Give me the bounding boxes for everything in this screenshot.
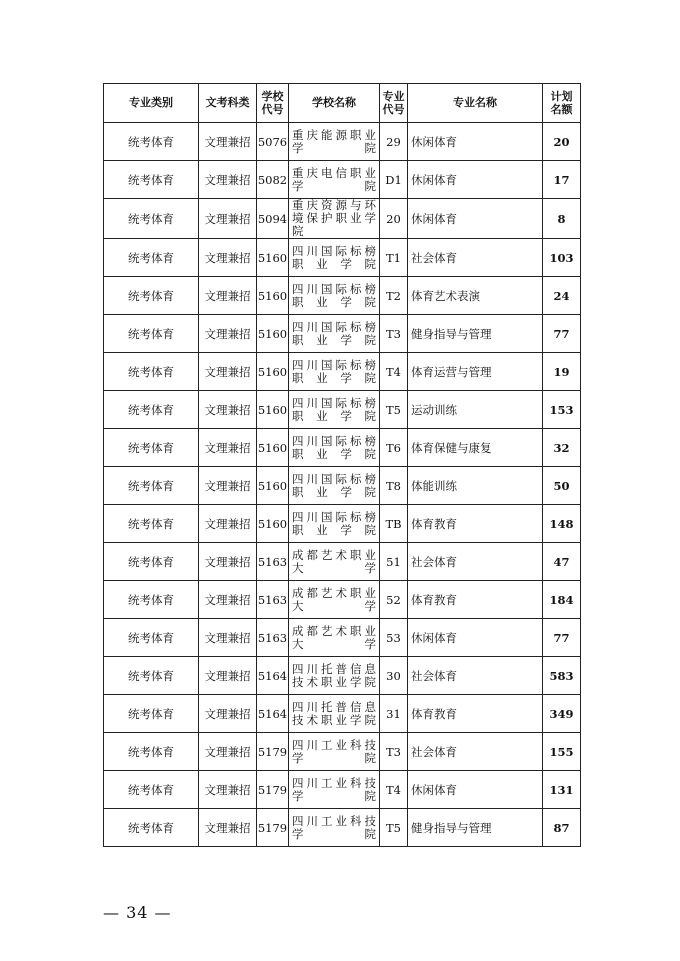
- cell-major-code: TB: [380, 505, 408, 543]
- cell-major-name: 体育艺术表演: [408, 277, 543, 315]
- school-name-line: 大学: [292, 636, 376, 651]
- cell-category: 统考体育: [104, 771, 199, 809]
- cell-quota: 19: [543, 353, 581, 391]
- school-name-line: 学院: [292, 178, 376, 193]
- cell-major-code: T5: [380, 809, 408, 847]
- cell-category: 统考体育: [104, 543, 199, 581]
- table-row: [104, 771, 581, 809]
- cell-major-name: 体育保健与康复: [408, 429, 543, 467]
- cell-school-name: [289, 505, 380, 543]
- cell-major-name: 社会体育: [408, 733, 543, 771]
- cell-subject: 文理兼招: [199, 543, 257, 581]
- cell-subject: 文理兼招: [199, 429, 257, 467]
- cell-major-code: T4: [380, 771, 408, 809]
- cell-school-code: 5160: [257, 315, 289, 353]
- cell-school-name: [289, 733, 380, 771]
- table-row: [104, 733, 581, 771]
- school-name-line: 四川托普信息: [292, 661, 376, 676]
- cell-school-code: 5094: [257, 199, 289, 239]
- school-name-line: 成都艺术职业: [292, 585, 376, 600]
- cell-major-name: 休闲体育: [408, 161, 543, 199]
- cell-major-code: T2: [380, 277, 408, 315]
- cell-category: 统考体育: [104, 123, 199, 161]
- school-name-line: 境保护职业学: [292, 211, 376, 225]
- table-row: [104, 239, 581, 277]
- cell-school-name: [289, 123, 380, 161]
- cell-category: 统考体育: [104, 657, 199, 695]
- school-name-line: 技术职业学院: [292, 712, 376, 727]
- table-row: [104, 581, 581, 619]
- cell-category: 统考体育: [104, 429, 199, 467]
- cell-school-name: [289, 353, 380, 391]
- cell-category: 统考体育: [104, 467, 199, 505]
- cell-subject: 文理兼招: [199, 161, 257, 199]
- cell-category: 统考体育: [104, 353, 199, 391]
- cell-quota: 155: [543, 733, 581, 771]
- cell-school-name: [289, 581, 380, 619]
- cell-quota: 8: [543, 199, 581, 239]
- cell-category: 统考体育: [104, 239, 199, 277]
- cell-subject: 文理兼招: [199, 391, 257, 429]
- cell-school-name: [289, 771, 380, 809]
- cell-major-code: T3: [380, 315, 408, 353]
- school-name-line: 职业学院: [292, 522, 376, 537]
- header-school-code: [257, 84, 289, 123]
- table-row: [104, 429, 581, 467]
- cell-quota: 32: [543, 429, 581, 467]
- header-quota-line1: 计划: [550, 90, 573, 103]
- cell-subject: 文理兼招: [199, 239, 257, 277]
- cell-category: 统考体育: [104, 505, 199, 543]
- cell-major-name: 休闲体育: [408, 199, 543, 239]
- cell-subject: 文理兼招: [199, 123, 257, 161]
- cell-school-name: [289, 315, 380, 353]
- cell-school-code: 5160: [257, 391, 289, 429]
- table-row: [104, 467, 581, 505]
- cell-school-name: [289, 429, 380, 467]
- cell-major-name: 休闲体育: [408, 771, 543, 809]
- cell-subject: 文理兼招: [199, 277, 257, 315]
- table-row: [104, 315, 581, 353]
- cell-school-code: 5160: [257, 239, 289, 277]
- school-name-line: 四川工业科技: [292, 737, 376, 752]
- cell-major-code: T3: [380, 733, 408, 771]
- school-name-line: 重庆能源职业: [292, 127, 376, 142]
- school-name-line: 职业学院: [292, 484, 376, 499]
- table-row: [104, 123, 581, 161]
- cell-quota: 184: [543, 581, 581, 619]
- header-school-code-line2: 代号: [261, 103, 284, 116]
- cell-category: 统考体育: [104, 199, 199, 239]
- header-major-code-line1: 专业: [382, 90, 405, 103]
- cell-major-name: 社会体育: [408, 239, 543, 277]
- header-school-code-line1: 学校: [261, 90, 284, 103]
- cell-major-code: 31: [380, 695, 408, 733]
- table-row: [104, 199, 581, 239]
- cell-subject: 文理兼招: [199, 771, 257, 809]
- cell-school-code: 5163: [257, 581, 289, 619]
- cell-school-code: 5160: [257, 505, 289, 543]
- cell-school-name: [289, 239, 380, 277]
- cell-subject: 文理兼招: [199, 199, 257, 239]
- school-name-line: 四川国际标榜: [292, 395, 376, 410]
- cell-school-code: 5160: [257, 429, 289, 467]
- cell-major-code: T4: [380, 353, 408, 391]
- cell-quota: 77: [543, 619, 581, 657]
- school-name-line: 成都艺术职业: [292, 547, 376, 562]
- cell-subject: 文理兼招: [199, 353, 257, 391]
- cell-school-name: [289, 391, 380, 429]
- table-row: [104, 161, 581, 199]
- school-name-line: 职业学院: [292, 446, 376, 461]
- header-school-name: 学校名称: [289, 84, 380, 123]
- cell-quota: 349: [543, 695, 581, 733]
- header-major-code-line2: 代号: [382, 103, 405, 116]
- cell-category: 统考体育: [104, 695, 199, 733]
- table-row: [104, 695, 581, 733]
- school-name-line: 四川工业科技: [292, 813, 376, 828]
- table-row: [104, 391, 581, 429]
- cell-subject: 文理兼招: [199, 695, 257, 733]
- cell-school-name: [289, 161, 380, 199]
- school-name-line: 四川国际标榜: [292, 281, 376, 296]
- table-row: [104, 505, 581, 543]
- cell-major-code: 30: [380, 657, 408, 695]
- cell-school-code: 5160: [257, 353, 289, 391]
- cell-school-code: 5076: [257, 123, 289, 161]
- school-name-line: 技术职业学院: [292, 674, 376, 689]
- cell-school-code: 5179: [257, 733, 289, 771]
- school-name-line: 职业学院: [292, 256, 376, 271]
- cell-major-name: 运动训练: [408, 391, 543, 429]
- table-row: [104, 809, 581, 847]
- cell-school-code: 5164: [257, 657, 289, 695]
- cell-category: 统考体育: [104, 809, 199, 847]
- cell-major-code: D1: [380, 161, 408, 199]
- cell-quota: 583: [543, 657, 581, 695]
- school-name-line: 重庆资源与环: [292, 198, 376, 212]
- cell-major-name: 休闲体育: [408, 123, 543, 161]
- cell-subject: 文理兼招: [199, 467, 257, 505]
- cell-quota: 47: [543, 543, 581, 581]
- table-row: [104, 277, 581, 315]
- cell-school-name: [289, 277, 380, 315]
- school-name-line: 学院: [292, 750, 376, 765]
- cell-quota: 131: [543, 771, 581, 809]
- school-name-line: 职业学院: [292, 370, 376, 385]
- cell-school-code: 5082: [257, 161, 289, 199]
- school-name-line: 大学: [292, 560, 376, 575]
- cell-category: 统考体育: [104, 161, 199, 199]
- cell-quota: 103: [543, 239, 581, 277]
- school-name-line: 四川托普信息: [292, 699, 376, 714]
- table-row: [104, 657, 581, 695]
- cell-school-code: 5160: [257, 467, 289, 505]
- header-subject: 文考科类: [199, 84, 257, 123]
- cell-school-name: [289, 199, 380, 239]
- cell-major-name: 健身指导与管理: [408, 809, 543, 847]
- cell-major-code: 51: [380, 543, 408, 581]
- cell-school-code: 5179: [257, 809, 289, 847]
- school-name-line: 四川国际标榜: [292, 243, 376, 258]
- cell-major-name: 健身指导与管理: [408, 315, 543, 353]
- school-name-line: 学院: [292, 788, 376, 803]
- cell-quota: 17: [543, 161, 581, 199]
- cell-subject: 文理兼招: [199, 581, 257, 619]
- cell-quota: 77: [543, 315, 581, 353]
- cell-major-code: T1: [380, 239, 408, 277]
- cell-quota: 153: [543, 391, 581, 429]
- cell-category: 统考体育: [104, 733, 199, 771]
- table-row: [104, 619, 581, 657]
- cell-school-code: 5179: [257, 771, 289, 809]
- cell-major-code: T5: [380, 391, 408, 429]
- header-quota-line2: 名额: [550, 103, 573, 116]
- table-header-row: [104, 84, 581, 123]
- school-name-line: 成都艺术职业: [292, 623, 376, 638]
- table-row: [104, 353, 581, 391]
- cell-category: 统考体育: [104, 581, 199, 619]
- table-row: [104, 543, 581, 581]
- cell-major-name: 体育教育: [408, 505, 543, 543]
- cell-school-code: 5164: [257, 695, 289, 733]
- cell-category: 统考体育: [104, 391, 199, 429]
- school-name-line: 大学: [292, 598, 376, 613]
- cell-school-name: [289, 695, 380, 733]
- cell-quota: 24: [543, 277, 581, 315]
- cell-major-code: 29: [380, 123, 408, 161]
- cell-school-name: [289, 543, 380, 581]
- header-major-name: 专业名称: [408, 84, 543, 123]
- school-name-line: 职业学院: [292, 408, 376, 423]
- cell-category: 统考体育: [104, 315, 199, 353]
- cell-major-name: 社会体育: [408, 543, 543, 581]
- cell-school-name: [289, 619, 380, 657]
- school-name-line: 职业学院: [292, 332, 376, 347]
- cell-subject: 文理兼招: [199, 809, 257, 847]
- cell-major-code: 52: [380, 581, 408, 619]
- school-name-line: 四川国际标榜: [292, 509, 376, 524]
- cell-school-code: 5163: [257, 543, 289, 581]
- cell-major-code: T6: [380, 429, 408, 467]
- cell-subject: 文理兼招: [199, 315, 257, 353]
- page-number: — 34 —: [103, 903, 172, 922]
- school-name-line: 四川工业科技: [292, 775, 376, 790]
- cell-school-code: 5163: [257, 619, 289, 657]
- cell-major-code: 20: [380, 199, 408, 239]
- header-category: 专业类别: [104, 84, 199, 123]
- school-name-line: 四川国际标榜: [292, 319, 376, 334]
- cell-quota: 87: [543, 809, 581, 847]
- header-major-code: [380, 84, 408, 123]
- cell-major-code: 53: [380, 619, 408, 657]
- cell-quota: 50: [543, 467, 581, 505]
- school-name-line: 四川国际标榜: [292, 471, 376, 486]
- school-name-line: 职业学院: [292, 294, 376, 309]
- table-body: [104, 123, 581, 847]
- cell-major-name: 社会体育: [408, 657, 543, 695]
- cell-subject: 文理兼招: [199, 505, 257, 543]
- cell-school-name: [289, 809, 380, 847]
- school-name-line: 四川国际标榜: [292, 357, 376, 372]
- enrollment-plan-table: [103, 83, 581, 847]
- cell-major-code: T8: [380, 467, 408, 505]
- school-name-line: 四川国际标榜: [292, 433, 376, 448]
- school-name-line: 学院: [292, 826, 376, 841]
- cell-major-name: 体育运营与管理: [408, 353, 543, 391]
- cell-quota: 20: [543, 123, 581, 161]
- cell-category: 统考体育: [104, 277, 199, 315]
- cell-quota: 148: [543, 505, 581, 543]
- header-quota: [543, 84, 581, 123]
- cell-category: 统考体育: [104, 619, 199, 657]
- cell-major-name: 体育教育: [408, 695, 543, 733]
- cell-major-name: 休闲体育: [408, 619, 543, 657]
- cell-school-code: 5160: [257, 277, 289, 315]
- school-name-line: 重庆电信职业: [292, 165, 376, 180]
- cell-subject: 文理兼招: [199, 733, 257, 771]
- cell-school-name: [289, 657, 380, 695]
- cell-major-name: 体育教育: [408, 581, 543, 619]
- school-name-line: 学院: [292, 140, 376, 155]
- school-name-line: 院: [292, 224, 304, 238]
- cell-subject: 文理兼招: [199, 657, 257, 695]
- cell-subject: 文理兼招: [199, 619, 257, 657]
- cell-school-name: [289, 467, 380, 505]
- cell-major-name: 体能训练: [408, 467, 543, 505]
